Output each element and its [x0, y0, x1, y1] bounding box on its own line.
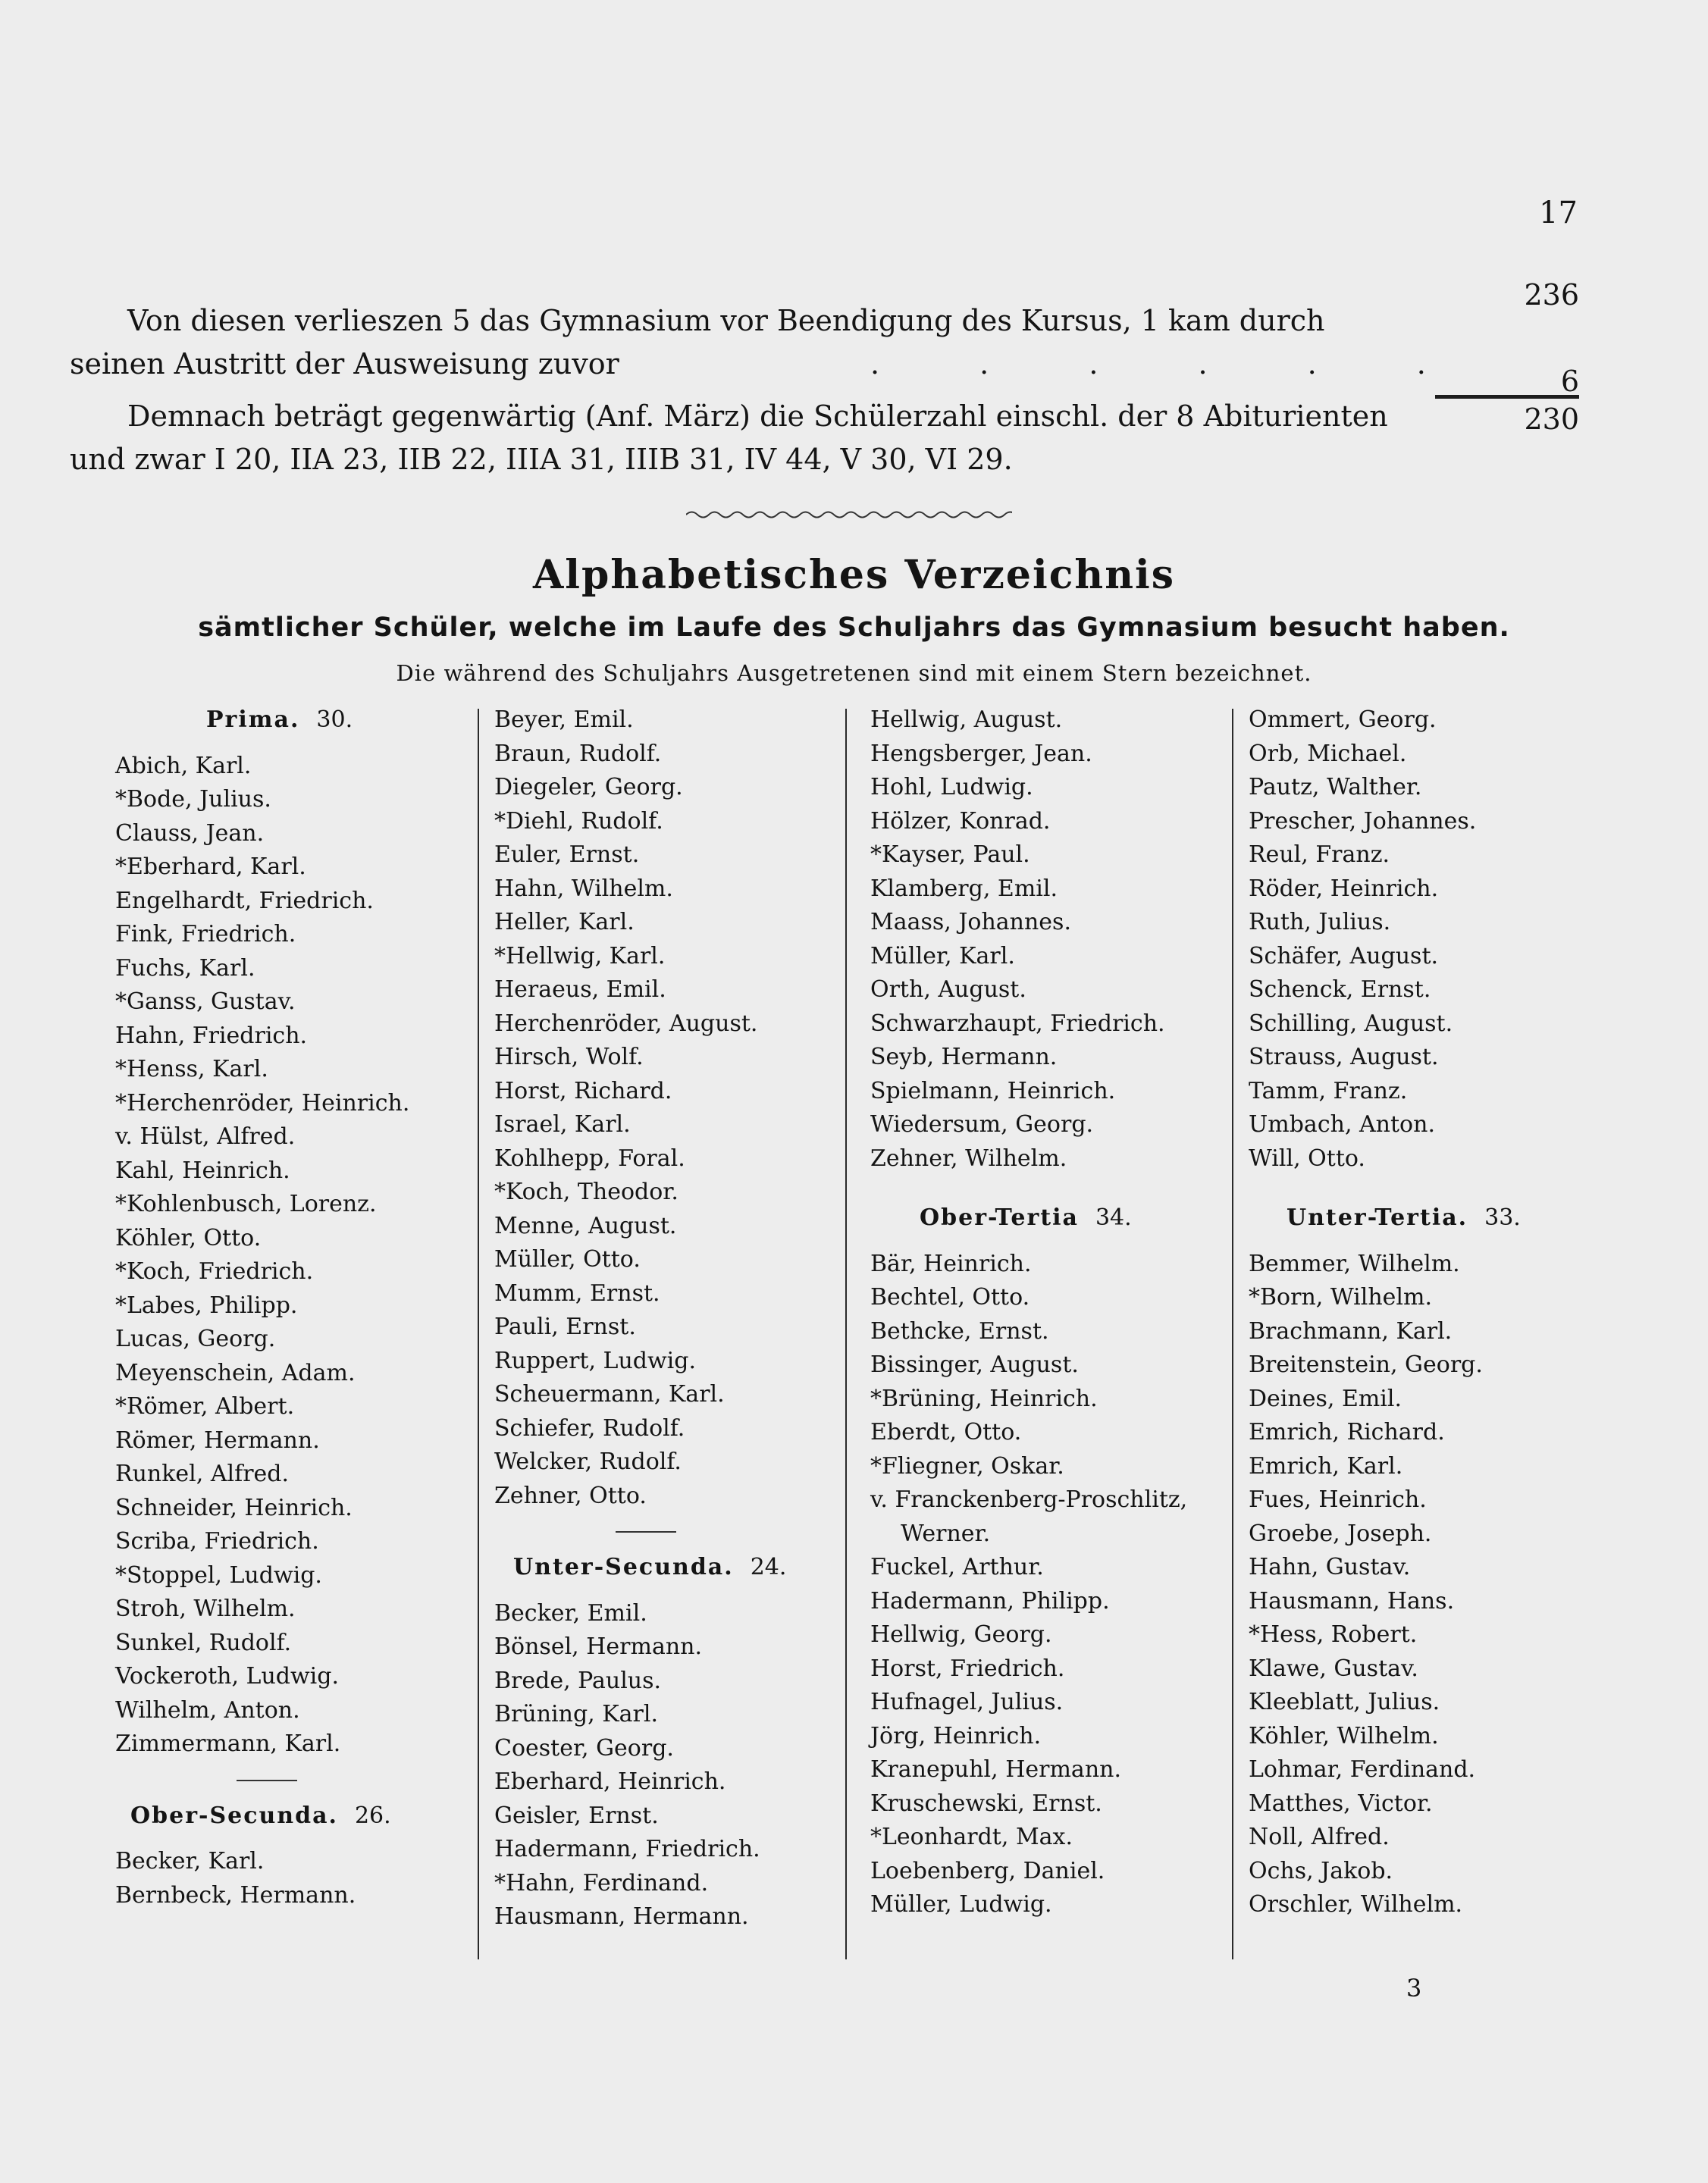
student-name: Becker, Karl.	[115, 1848, 265, 1874]
student-name: Fink, Friedrich.	[115, 921, 296, 947]
student-name: Köhler, Otto.	[115, 1224, 262, 1251]
column-2	[494, 703, 873, 1934]
student-name: Hohl, Ludwig.	[870, 774, 1033, 800]
student-name: Hadermann, Friedrich.	[494, 1836, 760, 1862]
student-name: *Born, Wilhelm.	[1249, 1284, 1432, 1311]
student-name: Schwarzhaupt, Friedrich.	[870, 1010, 1165, 1037]
student-name: Strauss, August.	[1249, 1044, 1439, 1070]
stats-line-2: seinen Austritt der Ausweisung zuvor	[70, 347, 619, 381]
class-count: 33.	[1484, 1204, 1521, 1231]
class-heading-ober-tertia	[870, 1201, 1249, 1236]
student-name: Coester, Georg.	[494, 1734, 674, 1762]
column-3	[870, 703, 1249, 1922]
student-name: Römer, Hermann.	[115, 1427, 320, 1454]
student-name: Groebe, Joseph.	[1249, 1520, 1432, 1547]
student-name: *Labes, Philipp.	[115, 1292, 298, 1319]
student-name: *Hahn, Ferdinand.	[494, 1869, 709, 1896]
stats-line-4: und zwar I 20, IIA 23, IIB 22, IIIA 31, IIIB 31, IV 44, V 30, VI 29.	[70, 443, 1013, 476]
student-name: *Römer, Albert.	[115, 1393, 295, 1420]
class-count: 30.	[316, 706, 353, 733]
student-name: Runkel, Alfred.	[115, 1461, 290, 1487]
student-name: Horst, Friedrich.	[870, 1655, 1065, 1682]
student-name: Scheuermann, Karl.	[494, 1381, 725, 1408]
student-name: *Hess, Robert.	[1249, 1621, 1418, 1648]
student-name: Loebenberg, Daniel.	[870, 1857, 1105, 1884]
student-name: Seyb, Hermann.	[870, 1044, 1058, 1070]
student-name: Schneider, Heinrich.	[115, 1494, 353, 1521]
student-name: Scriba, Friedrich.	[115, 1528, 319, 1555]
student-name: Ruppert, Ludwig.	[494, 1347, 697, 1374]
class-count: 24.	[750, 1554, 787, 1580]
student-name: Herchenröder, August.	[494, 1010, 758, 1037]
student-name: v. Franckenberg-Proschlitz,	[870, 1486, 1188, 1513]
name-list-ober-secunda	[115, 1845, 494, 1912]
student-name: Jörg, Heinrich.	[870, 1722, 1042, 1749]
student-name: *Kayser, Paul.	[870, 841, 1030, 868]
student-name: Hellwig, Georg.	[870, 1621, 1052, 1648]
student-name: Hölzer, Konrad.	[870, 807, 1051, 835]
class-label: Unter-Secunda.	[513, 1554, 734, 1580]
student-name: Werner.	[901, 1520, 991, 1547]
student-name: Reul, Franz.	[1249, 841, 1390, 868]
student-name: Hahn, Wilhelm.	[494, 875, 673, 902]
student-name: Wiedersum, Georg.	[870, 1111, 1094, 1138]
student-name: Lucas, Georg.	[115, 1326, 276, 1352]
student-name: Kruschewski, Ernst.	[870, 1790, 1102, 1817]
student-name: *Stoppel, Ludwig.	[115, 1561, 322, 1589]
student-name: Engelhardt, Friedrich.	[115, 887, 374, 914]
student-name: Menne, August.	[494, 1212, 677, 1239]
student-name: Bethcke, Ernst.	[870, 1317, 1049, 1345]
student-name: *Brüning, Heinrich.	[870, 1385, 1098, 1412]
student-name: Ommert, Georg.	[1249, 706, 1437, 733]
stats-line-3: Demnach beträgt gegenwärtig (Anf. März) die Schülerzahl einschl. der 8 Abiturienten	[127, 399, 1388, 433]
student-name: Emrich, Karl.	[1249, 1452, 1403, 1480]
student-name: Kohlhepp, Foral.	[494, 1145, 685, 1172]
student-name: *Fliegner, Oskar.	[870, 1452, 1064, 1480]
student-name: Zehner, Wilhelm.	[870, 1145, 1067, 1172]
name-list-unter-tertia	[1249, 1248, 1628, 1922]
student-name: Eberhard, Heinrich.	[494, 1768, 726, 1795]
student-name: Kleeblatt, Julius.	[1249, 1689, 1440, 1715]
student-name: Zimmermann, Karl.	[115, 1730, 341, 1757]
student-name: Becker, Emil.	[494, 1599, 647, 1627]
student-name: Tamm, Franz.	[1249, 1077, 1408, 1104]
student-name: Orth, August.	[870, 976, 1026, 1003]
section-divider	[237, 1762, 297, 1799]
student-name: Bönsel, Hermann.	[494, 1633, 703, 1660]
student-name: Horst, Richard.	[494, 1077, 672, 1104]
student-name: Vockeroth, Ludwig.	[115, 1663, 340, 1690]
class-heading-unter-tertia	[1249, 1201, 1628, 1236]
name-list-ober-tertia	[870, 1248, 1249, 1922]
section-title: Alphabetisches Verzeichnis	[532, 552, 1176, 598]
student-name: Israel, Karl.	[494, 1111, 631, 1138]
wavy-ornament	[686, 509, 1012, 520]
student-name: Müller, Ludwig.	[870, 1891, 1052, 1918]
class-heading-prima	[115, 703, 494, 738]
student-name: Emrich, Richard.	[1249, 1419, 1445, 1445]
student-name: *Eberhard, Karl.	[115, 853, 306, 880]
student-name: Welcker, Rudolf.	[494, 1449, 682, 1475]
student-name: Fuchs, Karl.	[115, 954, 255, 982]
student-name: Braun, Rudolf.	[494, 740, 662, 767]
student-name: Zehner, Otto.	[494, 1482, 647, 1509]
student-name: Heraeus, Emil.	[494, 976, 666, 1003]
student-name: Brachmann, Karl.	[1249, 1317, 1453, 1345]
name-list-prima	[115, 750, 494, 1762]
student-name: Umbach, Anton.	[1249, 1111, 1435, 1138]
student-name: Eberdt, Otto.	[870, 1419, 1022, 1445]
student-name: Hirsch, Wolf.	[494, 1044, 644, 1070]
student-name: *Herchenröder, Heinrich.	[115, 1089, 410, 1117]
student-name: Müller, Otto.	[494, 1246, 641, 1273]
student-name: Hellwig, August.	[870, 706, 1063, 733]
student-name: Breitenstein, Georg.	[1249, 1351, 1483, 1378]
student-name: Hausmann, Hermann.	[494, 1903, 749, 1930]
student-name: Bemmer, Wilhelm.	[1249, 1250, 1460, 1277]
student-name: v. Hülst, Alfred.	[115, 1123, 296, 1150]
student-name: Kahl, Heinrich.	[115, 1157, 290, 1184]
student-name: Kranepuhl, Hermann.	[870, 1756, 1121, 1783]
student-name: Fues, Heinrich.	[1249, 1486, 1427, 1513]
student-name: Röder, Heinrich.	[1249, 875, 1439, 902]
student-name: Deines, Emil.	[1249, 1385, 1402, 1412]
student-name: Pautz, Walther.	[1249, 774, 1422, 800]
student-name: Klawe, Gustav.	[1249, 1655, 1418, 1682]
student-name: Schiefer, Rudolf.	[494, 1414, 685, 1442]
name-list-unter-secunda	[494, 1597, 873, 1934]
student-name: Maass, Johannes.	[870, 909, 1071, 935]
stats-value-2: 6	[1560, 365, 1579, 398]
student-name: *Ganss, Gustav.	[115, 988, 296, 1015]
student-name: Euler, Ernst.	[494, 841, 640, 868]
student-name: Ruth, Julius.	[1249, 909, 1391, 935]
student-name: Sunkel, Rudolf.	[115, 1629, 292, 1656]
student-name: Diegeler, Georg.	[494, 774, 683, 800]
student-name: Matthes, Victor.	[1249, 1790, 1433, 1817]
student-name: Pauli, Ernst.	[494, 1314, 636, 1340]
section-subtitle: sämtlicher Schüler, welche im Laufe des Schuljahrs das Gymnasium besucht haben.	[198, 612, 1510, 643]
column-4	[1249, 703, 1628, 1922]
student-name: *Bode, Julius.	[115, 786, 271, 813]
column-1	[115, 703, 494, 1912]
student-name: Meyenschein, Adam.	[115, 1359, 356, 1386]
student-name: Noll, Alfred.	[1249, 1824, 1390, 1850]
student-name: Schenck, Ernst.	[1249, 976, 1431, 1003]
student-name: Bechtel, Otto.	[870, 1284, 1030, 1311]
student-name: Will, Otto.	[1249, 1145, 1365, 1172]
student-name: *Koch, Theodor.	[494, 1179, 678, 1205]
sum-rule	[1435, 395, 1579, 399]
stats-value-3: 230	[1524, 402, 1579, 436]
student-name: *Henss, Karl.	[115, 1056, 268, 1082]
student-name: Clauss, Jean.	[115, 819, 265, 847]
class-heading-unter-secunda	[494, 1551, 873, 1585]
student-name: Orb, Michael.	[1249, 740, 1407, 767]
stats-leader-dots: . . . . . .	[870, 347, 1471, 381]
student-name: Stroh, Wilhelm.	[115, 1596, 296, 1622]
student-name: *Koch, Friedrich.	[115, 1258, 314, 1285]
student-name: Prescher, Johannes.	[1249, 807, 1477, 835]
student-name: Brede, Paulus.	[494, 1667, 662, 1694]
student-name: Brüning, Karl.	[494, 1701, 658, 1727]
class-label: Prima.	[206, 706, 300, 733]
student-name: Klamberg, Emil.	[870, 875, 1058, 902]
student-name: Wilhelm, Anton.	[115, 1696, 300, 1724]
signature-mark: 3	[1406, 1974, 1422, 2003]
class-label: Unter-Tertia.	[1286, 1204, 1468, 1231]
student-name: Bissinger, August.	[870, 1351, 1079, 1378]
student-name: Hengsberger, Jean.	[870, 740, 1092, 767]
page-number: 17	[1539, 196, 1578, 230]
student-name: Bär, Heinrich.	[870, 1250, 1032, 1277]
student-name: Spielmann, Heinrich.	[870, 1077, 1116, 1104]
student-name: Heller, Karl.	[494, 909, 635, 935]
student-name: Mumm, Ernst.	[494, 1279, 660, 1307]
student-name: Hufnagel, Julius.	[870, 1689, 1064, 1715]
bleed-through-text	[1357, 243, 1364, 268]
student-name: *Leonhardt, Max.	[870, 1824, 1073, 1850]
name-list-unter-secunda-continued	[870, 703, 1249, 1176]
student-name: Geisler, Ernst.	[494, 1802, 659, 1829]
stats-line-1: Von diesen verlieszen 5 das Gymnasium vor Beendigung des Kursus, 1 kam durch	[127, 304, 1325, 337]
student-name: Müller, Karl.	[870, 942, 1015, 969]
student-name: Hahn, Gustav.	[1249, 1554, 1411, 1580]
student-name: Abich, Karl.	[115, 752, 252, 779]
asterisk-note: Die während des Schuljahrs Ausgetretenen sind mit einem Stern bezeichnet.	[396, 660, 1312, 686]
class-count: 26.	[354, 1802, 391, 1829]
student-name: *Diehl, Rudolf.	[494, 807, 663, 835]
student-name: Schäfer, August.	[1249, 942, 1439, 969]
student-name: Beyer, Emil.	[494, 706, 634, 733]
class-label: Ober-Tertia	[920, 1204, 1079, 1231]
name-list-ober-tertia-continued	[1249, 703, 1628, 1176]
class-label: Ober-Secunda.	[130, 1802, 338, 1829]
stats-value-1: 236	[1524, 278, 1579, 312]
student-name: Lohmar, Ferdinand.	[1249, 1756, 1476, 1783]
student-name: Fuckel, Arthur.	[870, 1554, 1044, 1580]
student-name: Köhler, Wilhelm.	[1249, 1722, 1439, 1749]
student-name: Hadermann, Philipp.	[870, 1587, 1110, 1615]
class-heading-ober-secunda	[115, 1799, 494, 1834]
student-name: Hausmann, Hans.	[1249, 1587, 1455, 1615]
section-divider	[616, 1513, 676, 1551]
student-name: Ochs, Jakob.	[1249, 1857, 1393, 1884]
student-name: Orschler, Wilhelm.	[1249, 1891, 1463, 1918]
class-count: 34.	[1095, 1204, 1132, 1231]
student-name: *Kohlenbusch, Lorenz.	[115, 1191, 377, 1217]
student-name: *Hellwig, Karl.	[494, 942, 666, 969]
student-name: Bernbeck, Hermann.	[115, 1881, 356, 1909]
student-name: Hahn, Friedrich.	[115, 1022, 308, 1049]
student-name: Schilling, August.	[1249, 1010, 1453, 1037]
name-list-ober-secunda-continued	[494, 703, 873, 1513]
